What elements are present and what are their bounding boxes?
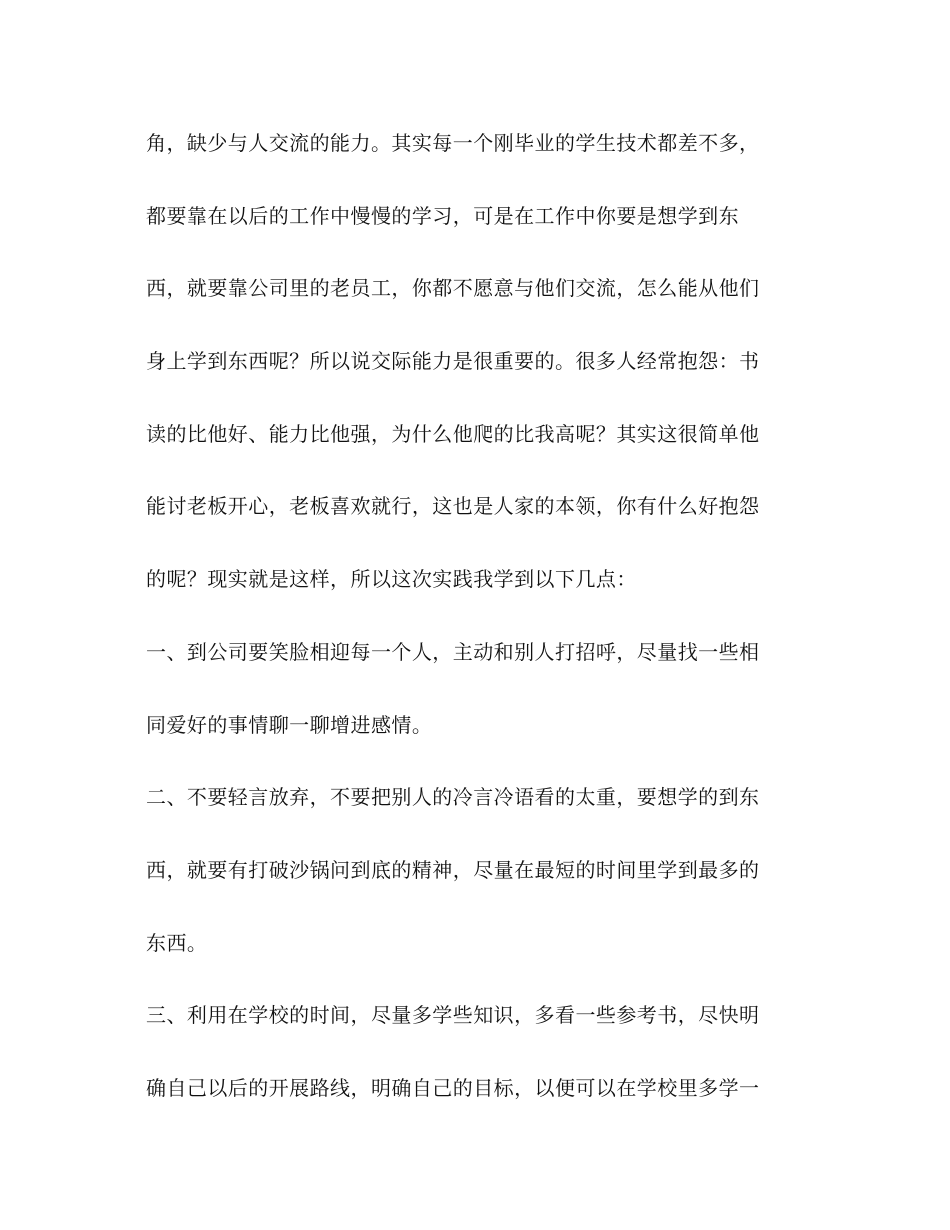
text-line-5: 读的比他好、能力比他强，为什么他爬的比我高呢？其实这很简单他 (146, 421, 760, 446)
text-line-1: 角，缺少与人交流的能力。其实每一个刚毕业的学生技术都差不多， (146, 131, 760, 155)
text-line-13: 三、利用在学校的时间，尽量多学些知识，多看一些参考书，尽快明 (146, 1003, 760, 1028)
text-line-8: 一、到公司要笑脸相迎每一个人，主动和别人打招呼，尽量找一些相 (146, 639, 760, 664)
text-line-2: 都要靠在以后的工作中慢慢的学习，可是在工作中你要是想学到东 (146, 203, 740, 228)
text-line-9: 同爱好的事情聊一聊增进感情。 (146, 712, 433, 737)
text-line-7: 的呢？现实就是这样，所以这次实践我学到以下几点： (146, 567, 637, 592)
text-line-4: 身上学到东西呢？所以说交际能力是很重要的。很多人经常抱怨：书 (146, 349, 760, 374)
text-line-3: 西，就要靠公司里的老员工，你都不愿意与他们交流，怎么能从他们 (146, 276, 760, 301)
text-line-6: 能讨老板开心，老板喜欢就行，这也是人家的本领，你有什么好抱怨 (146, 494, 760, 519)
text-line-12: 东西。 (146, 930, 208, 955)
document-body (146, 121, 806, 1139)
text-line-14: 确自己以后的开展路线，明确自己的目标，以便可以在学校里多学一 (146, 1075, 760, 1100)
text-line-10: 二、不要轻言放弃，不要把别人的冷言冷语看的太重，要想学的到东 (146, 785, 760, 810)
text-line-11: 西，就要有打破沙锅问到底的精神，尽量在最短的时间里学到最多的 (146, 857, 760, 882)
